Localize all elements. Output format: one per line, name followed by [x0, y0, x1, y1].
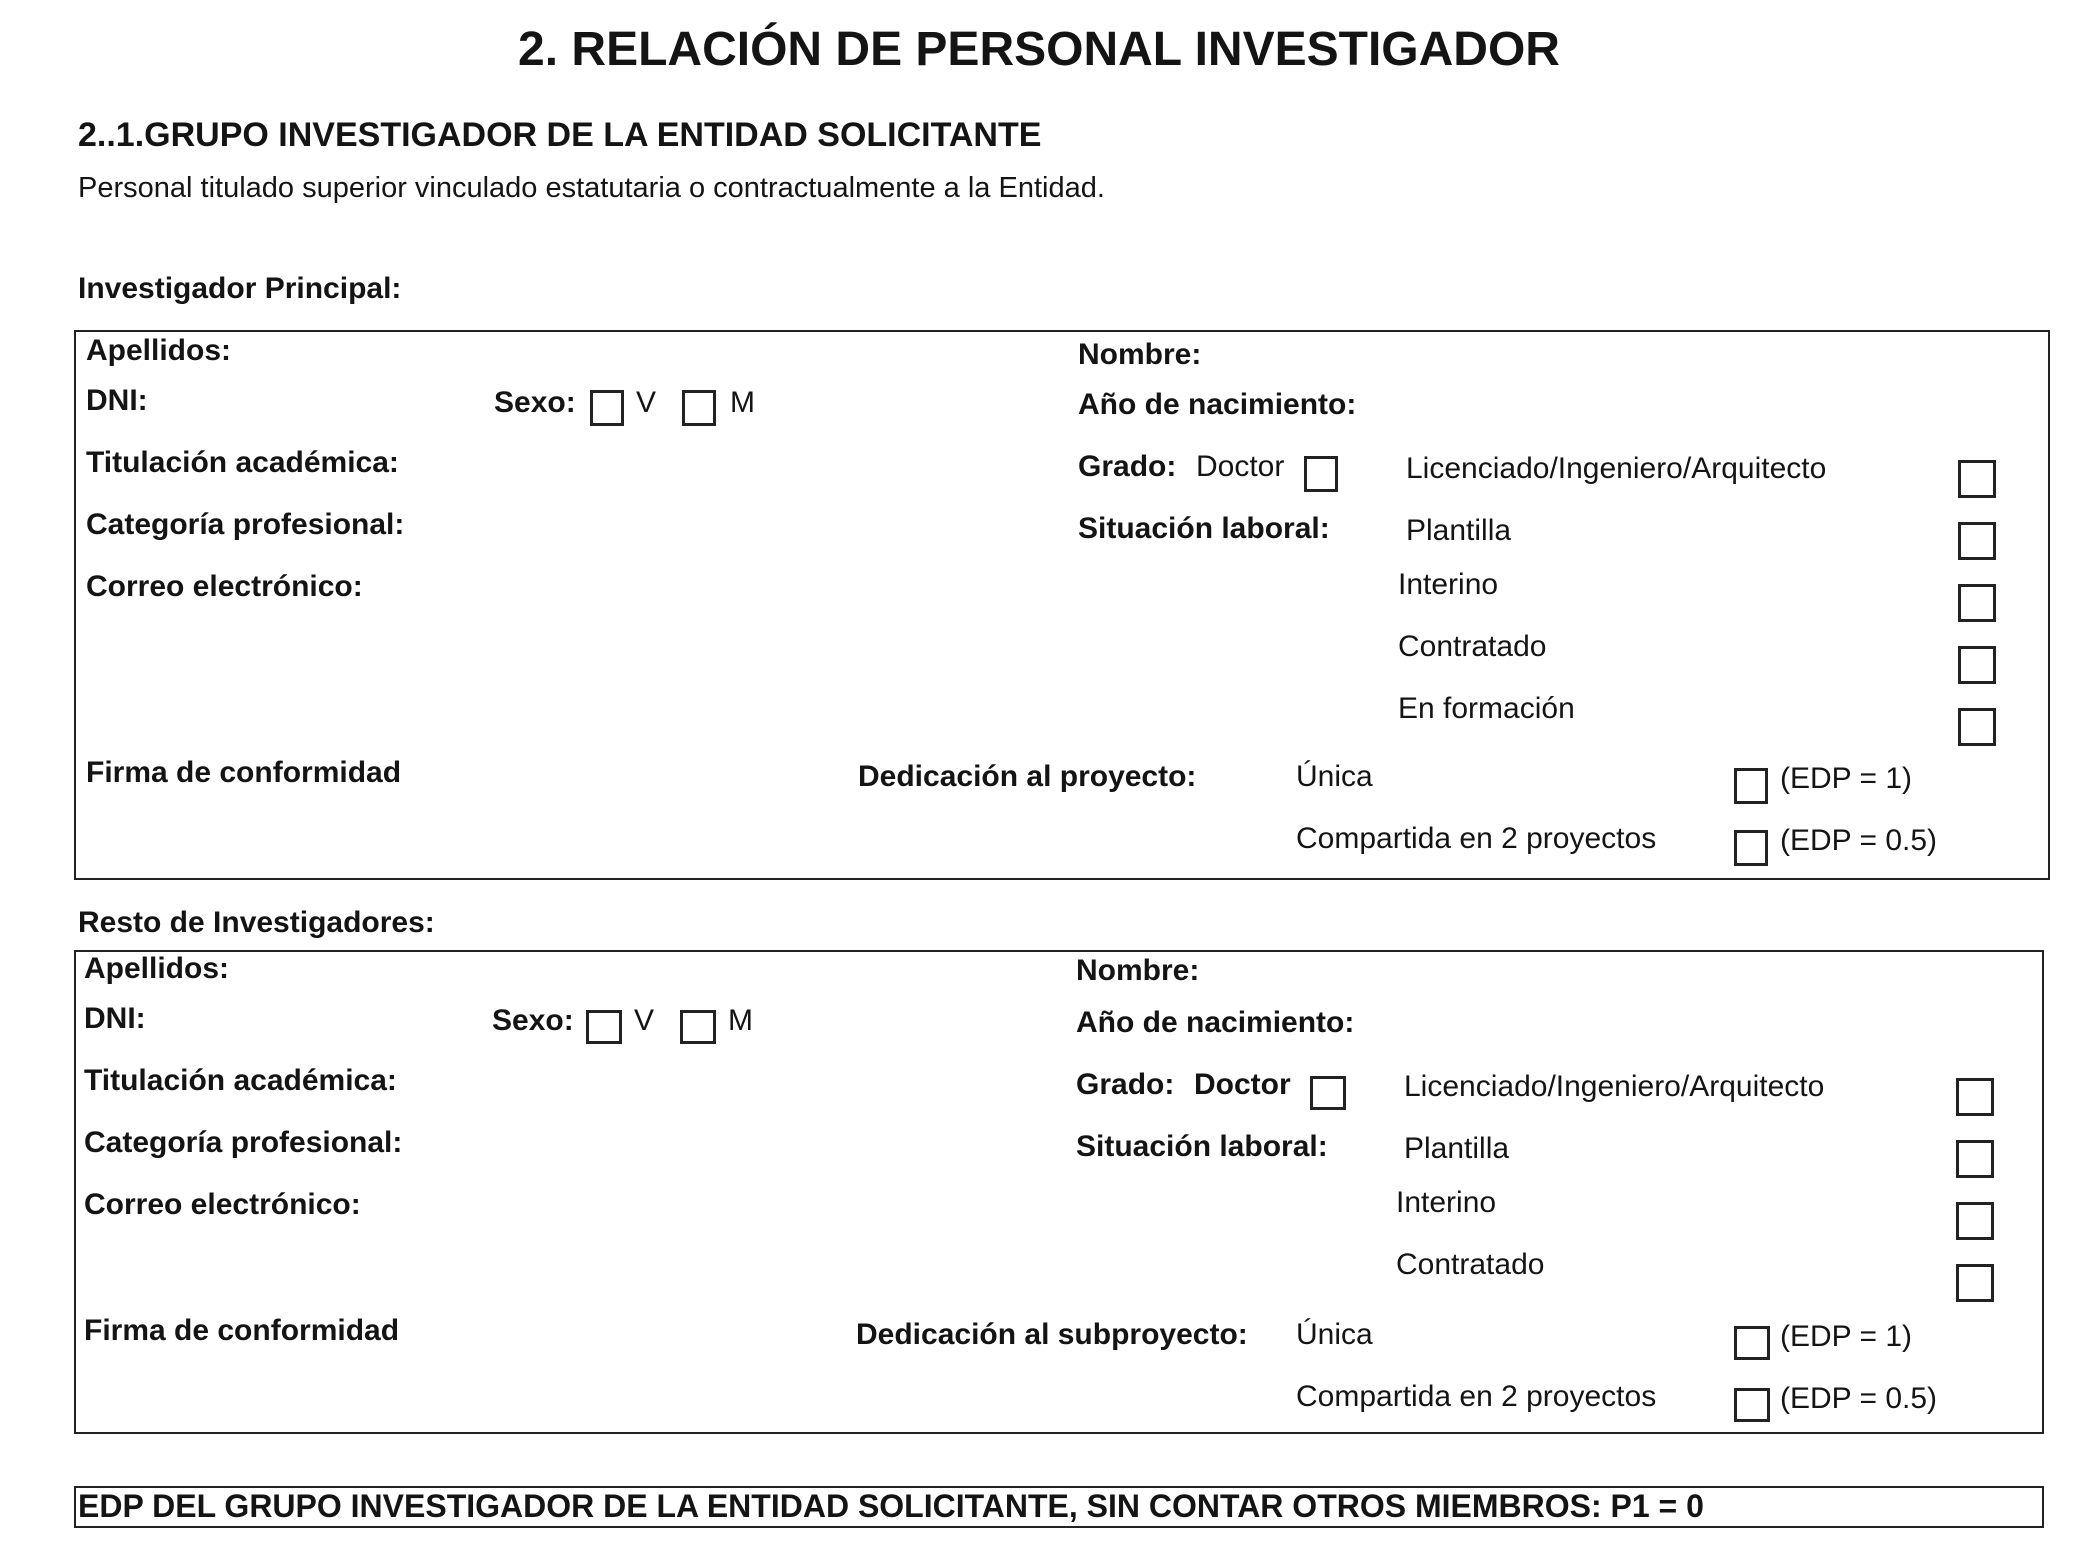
principal-heading: Investigador Principal:: [78, 272, 402, 305]
resto-dni-label: DNI:: [84, 1002, 146, 1035]
resto-unica-checkbox[interactable]: [1734, 1326, 1770, 1360]
principal-contratado-checkbox[interactable]: [1958, 646, 1996, 684]
resto-edp-05-label: (EDP = 0.5): [1780, 1382, 1938, 1415]
resto-anio-label: Año de nacimiento:: [1076, 1006, 1355, 1039]
resto-sexo-label: Sexo:: [492, 1004, 574, 1037]
principal-edp-1-label: (EDP = 1): [1780, 762, 1912, 795]
principal-anio-label: Año de nacimiento:: [1078, 388, 1357, 421]
resto-doctor-label: Doctor: [1194, 1068, 1291, 1101]
resto-contratado-label: Contratado: [1396, 1248, 1545, 1281]
section-description: Personal titulado superior vinculado estatutaria o contractualmente a la Entidad.: [78, 172, 1105, 204]
resto-titulacion-label: Titulación académica:: [84, 1064, 397, 1097]
resto-nombre-label: Nombre:: [1076, 954, 1200, 987]
resto-compartida-checkbox[interactable]: [1734, 1388, 1770, 1422]
resto-sexo-v-label: V: [634, 1004, 655, 1037]
resto-firma-label: Firma de conformidad: [84, 1314, 400, 1347]
resto-contratado-checkbox[interactable]: [1956, 1264, 1994, 1302]
principal-sexo-label: Sexo:: [494, 386, 576, 419]
principal-nombre-label: Nombre:: [1078, 338, 1202, 371]
principal-categoria-label: Categoría profesional:: [86, 508, 405, 541]
resto-situacion-label: Situación laboral:: [1076, 1130, 1328, 1163]
resto-compartida-label: Compartida en 2 proyectos: [1296, 1380, 1657, 1413]
principal-dedicacion-label: Dedicación al proyecto:: [858, 760, 1197, 793]
principal-firma-label: Firma de conformidad: [86, 756, 402, 789]
principal-dni-label: DNI:: [86, 384, 148, 417]
resto-dedicacion-label: Dedicación al subproyecto:: [856, 1318, 1248, 1351]
principal-licenciado-label: Licenciado/Ingeniero/Arquitecto: [1406, 452, 1827, 485]
principal-plantilla-label: Plantilla: [1406, 514, 1512, 547]
resto-apellidos-label: Apellidos:: [84, 952, 230, 985]
principal-sexo-m-label: M: [730, 386, 755, 419]
principal-contratado-label: Contratado: [1398, 630, 1547, 663]
principal-apellidos-label: Apellidos:: [86, 334, 232, 367]
edp-summary-box: [74, 1486, 2044, 1528]
page-title: 2. RELACIÓN DE PERSONAL INVESTIGADOR: [518, 23, 1560, 76]
resto-edp-1-label: (EDP = 1): [1780, 1320, 1912, 1353]
principal-plantilla-checkbox[interactable]: [1958, 522, 1996, 560]
section-heading: 2..1.GRUPO INVESTIGADOR DE LA ENTIDAD SOLICITANTE: [78, 116, 1042, 154]
resto-correo-label: Correo electrónico:: [84, 1188, 361, 1221]
resto-sexo-m-label: M: [728, 1004, 753, 1037]
principal-correo-label: Correo electrónico:: [86, 570, 363, 603]
resto-licenciado-label: Licenciado/Ingeniero/Arquitecto: [1404, 1070, 1825, 1103]
resto-plantilla-checkbox[interactable]: [1956, 1140, 1994, 1178]
principal-compartida-checkbox[interactable]: [1734, 830, 1768, 866]
principal-en-formacion-label: En formación: [1398, 692, 1575, 725]
principal-interino-checkbox[interactable]: [1958, 584, 1996, 622]
resto-plantilla-label: Plantilla: [1404, 1132, 1510, 1165]
edp-summary-text: EDP DEL GRUPO INVESTIGADOR DE LA ENTIDAD SOLICITANTE, SIN CONTAR OTROS MIEMBROS: P1 = 0: [78, 1488, 1704, 1524]
principal-edp-05-label: (EDP = 0.5): [1780, 824, 1938, 857]
principal-sexo-v-label: V: [636, 386, 657, 419]
principal-doctor-label: Doctor: [1196, 450, 1285, 483]
principal-sexo-v-checkbox[interactable]: [590, 390, 624, 426]
principal-unica-label: Única: [1296, 760, 1373, 793]
principal-situacion-label: Situación laboral:: [1078, 512, 1330, 545]
principal-titulacion-label: Titulación académica:: [86, 446, 399, 479]
principal-en-formacion-checkbox[interactable]: [1958, 708, 1996, 746]
principal-unica-checkbox[interactable]: [1734, 768, 1768, 804]
resto-grado-label: Grado:: [1076, 1068, 1175, 1101]
principal-interino-label: Interino: [1398, 568, 1499, 601]
resto-doctor-checkbox[interactable]: [1310, 1076, 1346, 1110]
resto-interino-checkbox[interactable]: [1956, 1202, 1994, 1240]
principal-licenciado-checkbox[interactable]: [1958, 460, 1996, 498]
resto-interino-label: Interino: [1396, 1186, 1497, 1219]
resto-heading: Resto de Investigadores:: [78, 906, 435, 939]
resto-sexo-m-checkbox[interactable]: [680, 1010, 716, 1044]
resto-unica-label: Única: [1296, 1318, 1373, 1351]
resto-categoria-label: Categoría profesional:: [84, 1126, 403, 1159]
other-investigators-form: [74, 950, 2044, 1434]
principal-sexo-m-checkbox[interactable]: [682, 390, 716, 426]
resto-licenciado-checkbox[interactable]: [1956, 1078, 1994, 1116]
resto-sexo-v-checkbox[interactable]: [586, 1010, 622, 1044]
principal-compartida-label: Compartida en 2 proyectos: [1296, 822, 1657, 855]
principal-grado-label: Grado:: [1078, 450, 1177, 483]
principal-doctor-checkbox[interactable]: [1304, 456, 1338, 492]
